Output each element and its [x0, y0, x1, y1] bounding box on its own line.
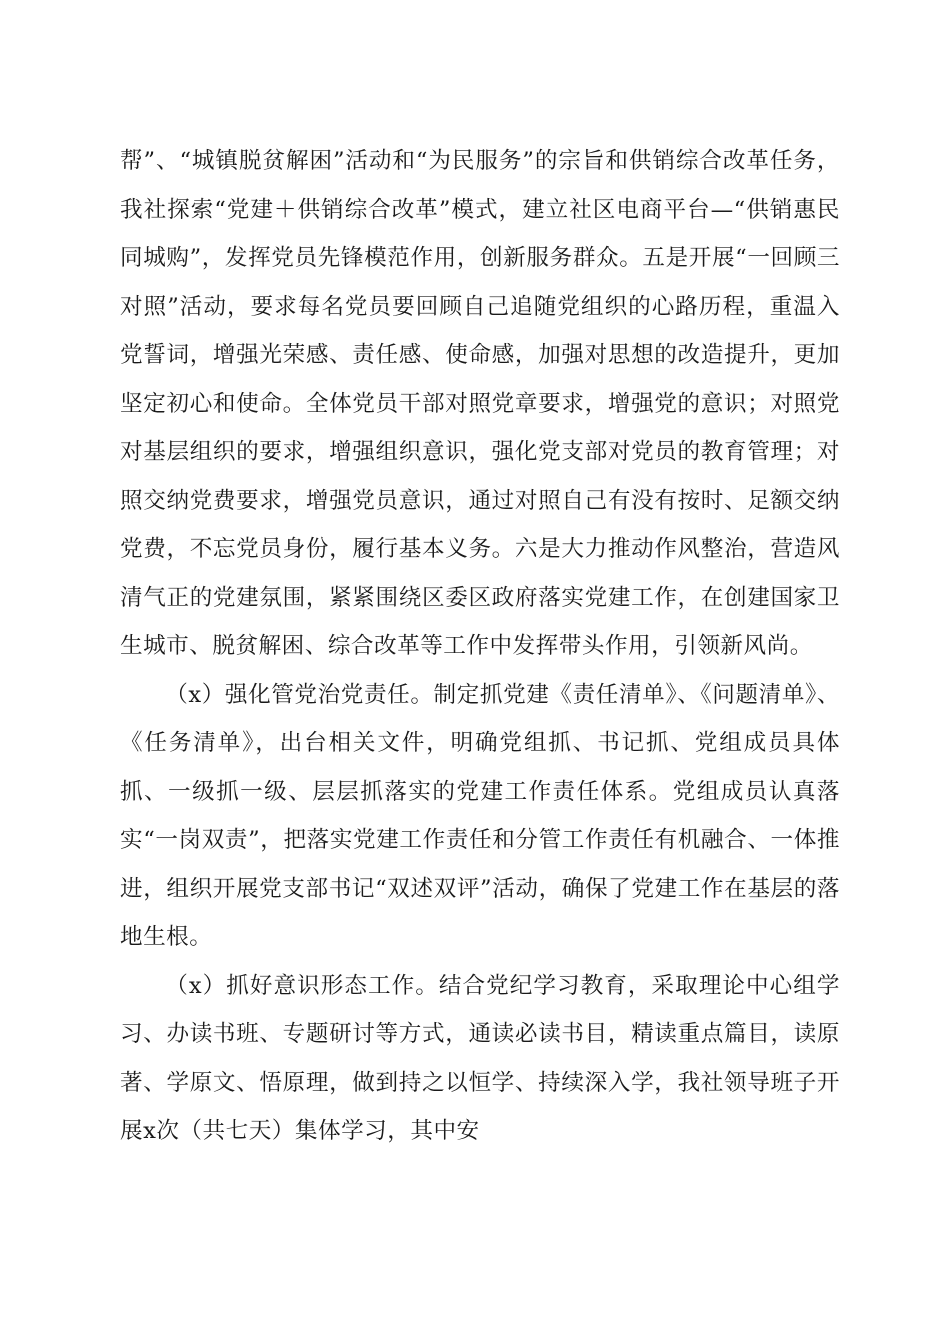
paragraph-ideology-work: （x）抓好意识形态工作。结合党纪学习教育，采取理论中心组学习、办读书班、专题研讨等方式，通读必读书目，精读重点篇目，读原著、学原文、悟原理，做到持之以恒学、持续深入学，我社领导班子开展x次（共七天）集体学习，其中安 — [120, 972, 840, 1144]
document-body — [120, 137, 840, 1156]
paragraph-party-responsibility: （x）强化管党治党责任。制定抓党建《责任清单》、《问题清单》、《任务清单》，出台相关文件，明确党组抓、书记抓、党组成员具体抓、一级抓一级、层层抓落实的党建工作责任体系。党组成员认真落实“一岗双责”，把落实党建工作责任和分管工作责任有机融合、一体推进，组织开展党支部书记“双述双评”活动，确保了党建工作在基层的落地生根。 — [120, 681, 840, 950]
paragraph-continuation: 帮”、“城镇脱贫解困”活动和“为民服务”的宗旨和供销综合改革任务，我社探索“党建＋供销综合改革”模式，建立社区电商平台—“供销惠民同城购”，发挥党员先锋模范作用，创新服务群众。五是开展“一回顾三对照”活动，要求每名党员要回顾自己追随党组织的心路历程，重温入党誓词，增强光荣感、责任感、使命感，加强对思想的改造提升，更加坚定初心和使命。全体党员干部对照党章要求，增强党的意识；对照党对基层组织的要求，增强组织意识，强化党支部对党员的教育管理；对照交纳党费要求，增强党员意识，通过对照自己有没有按时、足额交纳党费，不忘党员身份，履行基本义务。六是大力推动作风整治，营造风清气正的党建氛围，紧紧围绕区委区政府落实党建工作，在创建国家卫生城市、脱贫解困、综合改革等工作中发挥带头作用，引领新风尚。 — [120, 148, 840, 659]
